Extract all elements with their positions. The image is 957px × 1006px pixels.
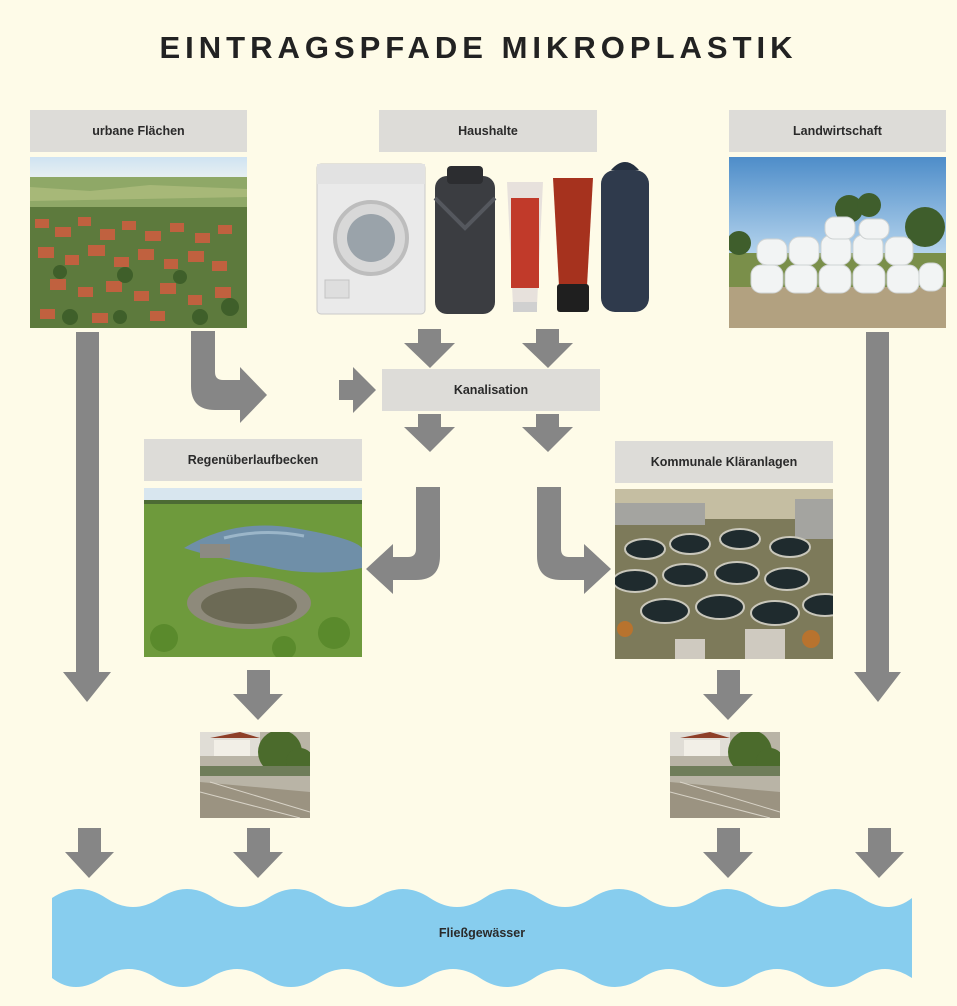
arrow-households-to-sewer-1 [404,329,455,368]
arrow-wwtp-to-outfall [703,670,753,720]
arrow-into-river-4 [855,828,904,878]
arrow-sewer-to-wwtp [537,487,611,594]
arrow-into-river-2 [233,828,283,878]
arrow-into-river-3 [703,828,753,878]
arrow-into-river-1 [65,828,114,878]
arrow-sewer-down-2 [522,414,573,452]
arrow-into-sewer [339,367,376,413]
arrow-sewer-to-stormwater [366,487,440,594]
node-stormwater-label: Regenüberlaufbecken [144,439,362,481]
arrow-urban-to-river [63,332,111,702]
arrow-stormwater-to-outfall [233,670,283,720]
node-households-label: Haushalte [379,110,597,152]
node-sewer-label: Kanalisation [382,369,600,411]
arrow-sewer-down-1 [404,414,455,452]
arrow-agriculture-to-river [854,332,901,702]
arrow-urban-to-sewer [191,331,267,423]
node-urban-label: urbane Flächen [30,110,247,152]
node-agriculture-label: Landwirtschaft [729,110,946,152]
arrow-households-to-sewer-2 [522,329,573,368]
diagram-title: EINTRAGSPFADE MIKROPLASTIK [159,30,798,65]
river-label: Fließgewässer [438,926,526,940]
node-wwtp-label: Kommunale Kläranlagen [615,441,833,483]
